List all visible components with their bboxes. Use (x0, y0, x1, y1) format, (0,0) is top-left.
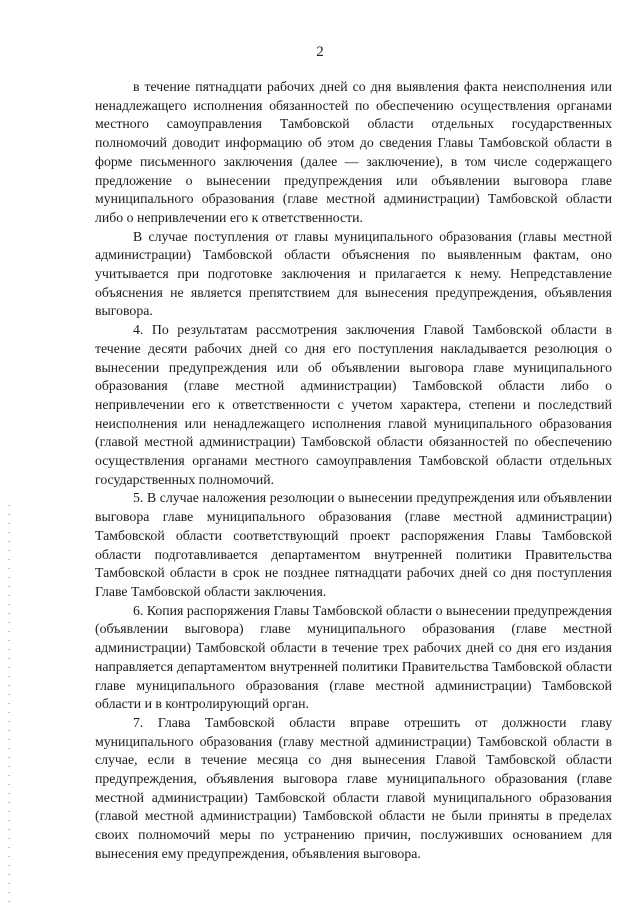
paragraph-item-6: 6. Копия распоряжения Главы Тамбовской области о вынесении предупреждения (объявлении выговора) главе муниципального образования (главе местной администрации) Тамбовской области в течение трех рабочих дней со дня его издания направляется департаментом внутренней политики Правительства Тамбовской области главе муниципального образования (главе местной администрации) Тамбовской области и в контролирующий орган. (95, 602, 612, 712)
page-number: 2 (316, 44, 324, 60)
paragraph-item-4: 4. По результатам рассмотрения заключения Главой Тамбовской области в течение десяти рабочих дней со дня его поступления накладывается резолюция о вынесении предупреждения или об объявлении выговора главе муниципального образования (главе местной администрации) Тамбовской области либо о непривлечении его к ответственности с учетом характера, степени и последствий неисполнения или ненадлежащего исполнения главой муниципального образования (главой местной администрации) Тамбовской области обязанностей по обеспечению осуществления органами местного самоуправления Тамбовской области отдельных государственных полномочий. (95, 322, 612, 487)
document-body (95, 78, 612, 864)
paragraph-item-7: 7. Глава Тамбовской области вправе отрешить от должности главу муниципального образования (главу местной администрации) Тамбовской области в случае, если в течение месяца со дня вынесения Главой Тамбовской области предупреждения, объявления выговора главе муниципального образования (главе местной администрации) Тамбовской области главой муниципального образования (главой местной администрации) Тамбовской области не были приняты в пределах своих полномочий меры по устранению причин, послуживших основанием для вынесения ему предупреждения, объявления выговора. (95, 714, 612, 861)
paragraph-item-5: 5. В случае наложения резолюции о вынесении предупреждения или объявлении выговора главе муниципального образования (главе местной администрации) Тамбовской области соответствующий проект распоряжения Главы Тамбовской области подготавливается департаментом внутренней политики Правительства Тамбовской области в срок не позднее пятнадцати рабочих дней со дня поступления Главе Тамбовской области заключения. (95, 490, 612, 599)
paragraph-explanation: В случае поступления от главы муниципального образования (главы местной администрации) Тамбовской области объяснения по выявленным фактам, оно учитывается при подготовке заключения и прилагается к нему. Непредставление объяснения не является препятствием для вынесения предупреждения, объявления выговора. (95, 228, 612, 319)
paragraph-continuation: в течение пятнадцати рабочих дней со дня выявления факта неисполнения или ненадлежащего исполнения обязанностей по обеспечению осуществления органами местного самоуправления Тамбовской области отдельных государственных полномочий доводит информацию об этом до сведения Главы Тамбовской области в форме письменного заключения (далее — заключение), в том числе содержащего предложение о вынесении предупреждения или объявлении выговора главе муниципального образования (главе местной администрации) Тамбовской области либо о непривлечении его к ответственности. (95, 79, 612, 225)
scan-edge-marks (8, 505, 10, 905)
